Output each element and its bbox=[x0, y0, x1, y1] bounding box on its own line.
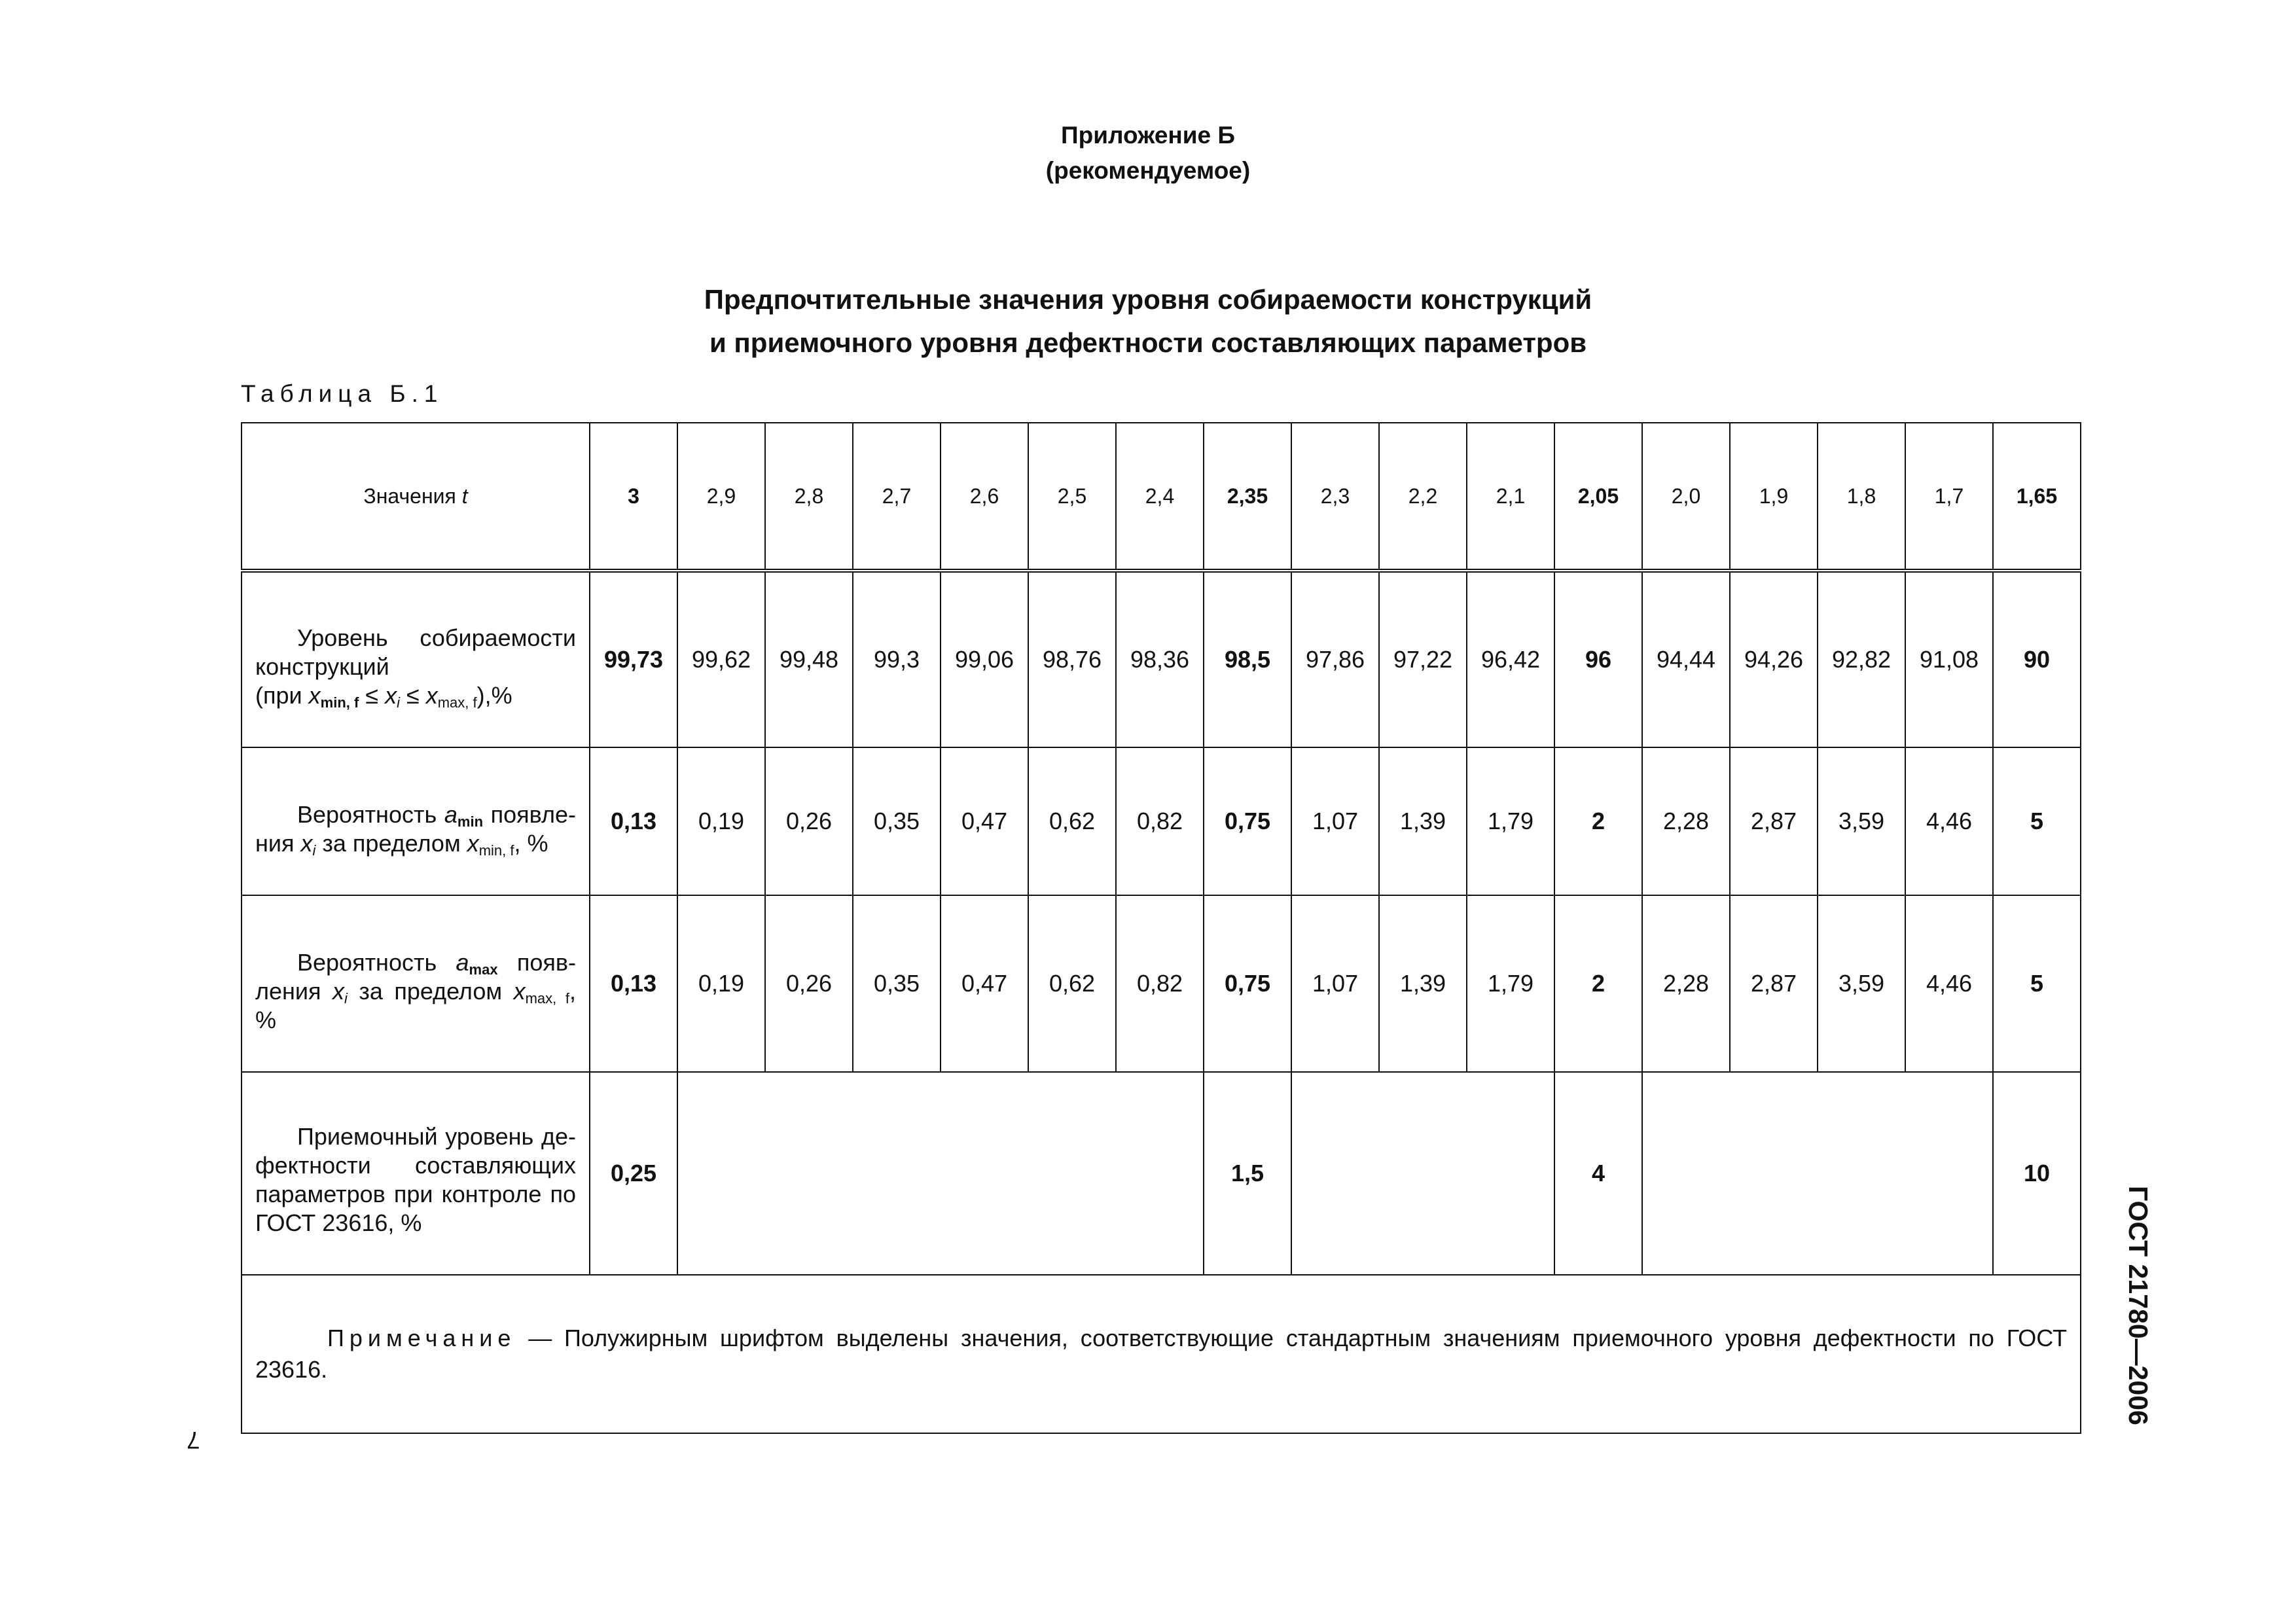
t-value-cell: 2,5 bbox=[1028, 423, 1116, 571]
row1-label-a: Уровень собираемости конструкций bbox=[255, 624, 576, 680]
probability-min-value-cell: 5 bbox=[1993, 747, 2081, 895]
probability-min-value-cell: 0,62 bbox=[1028, 747, 1116, 895]
probability-min-value-cell: 0,19 bbox=[677, 747, 765, 895]
assembly-level-value-cell: 99,06 bbox=[941, 571, 1028, 747]
row1-xi: x bbox=[385, 682, 397, 709]
assembly-level-value-cell: 98,36 bbox=[1116, 571, 1204, 747]
row1-label-end: ),% bbox=[476, 682, 512, 709]
row2-label-c: за пределом bbox=[322, 830, 461, 857]
header-label: Значения bbox=[363, 484, 456, 508]
probability-max-value-cell: 2,28 bbox=[1642, 895, 1730, 1072]
assembly-level-value-cell: 90 bbox=[1993, 571, 2081, 747]
merged-empty-cell bbox=[1642, 1072, 1993, 1275]
probability-max-value-cell: 4,46 bbox=[1905, 895, 1993, 1072]
assembly-level-value-cell: 92,82 bbox=[1818, 571, 1905, 747]
row2-x: x bbox=[467, 830, 479, 857]
annex-status: (рекомендуемое) bbox=[1045, 157, 1251, 184]
t-value-cell: 2,0 bbox=[1642, 423, 1730, 571]
probability-max-value-cell: 0,26 bbox=[765, 895, 853, 1072]
t-value-cell: 2,8 bbox=[765, 423, 853, 571]
row2-xi: x bbox=[300, 830, 313, 857]
row1-label-b: (при bbox=[255, 682, 302, 709]
t-value-cell: 2,9 bbox=[677, 423, 765, 571]
row-label-probability-min bbox=[242, 747, 590, 895]
page-number: 7 bbox=[187, 1427, 200, 1454]
probability-min-value-cell: 1,79 bbox=[1467, 747, 1554, 895]
row2-min: min bbox=[457, 813, 484, 830]
assembly-level-value-cell: 97,22 bbox=[1379, 571, 1467, 747]
row1-x2: x bbox=[425, 682, 438, 709]
row3-max-f: max, f bbox=[525, 990, 569, 1007]
probability-min-value-cell: 0,35 bbox=[853, 747, 941, 895]
t-value-cell: 2,2 bbox=[1379, 423, 1467, 571]
row1-max-f: max, f bbox=[437, 694, 477, 711]
row2-a: a bbox=[444, 801, 457, 828]
document-title bbox=[0, 278, 2296, 365]
acceptance-value-cell: 10 bbox=[1993, 1072, 2081, 1275]
probability-max-value-cell: 0,13 bbox=[590, 895, 677, 1072]
row2-i: i bbox=[312, 842, 316, 859]
assembly-level-value-cell: 99,73 bbox=[590, 571, 677, 747]
table-row-assembly-level bbox=[242, 571, 2081, 747]
probability-max-value-cell: 0,35 bbox=[853, 895, 941, 1072]
data-table bbox=[241, 422, 2081, 1434]
assembly-level-value-cell: 99,3 bbox=[853, 571, 941, 747]
probability-min-value-cell: 1,39 bbox=[1379, 747, 1467, 895]
acceptance-value-cell: 0,25 bbox=[590, 1072, 677, 1275]
t-value-cell: 2,6 bbox=[941, 423, 1028, 571]
probability-min-value-cell: 3,59 bbox=[1818, 747, 1905, 895]
row3-i: i bbox=[344, 990, 348, 1007]
t-value-cell: 3 bbox=[590, 423, 677, 571]
merged-empty-cell bbox=[1291, 1072, 1554, 1275]
probability-max-value-cell: 0,82 bbox=[1116, 895, 1204, 1072]
row3-max: max bbox=[469, 961, 498, 978]
table-row-acceptance-level bbox=[242, 1072, 2081, 1275]
probability-max-value-cell: 0,75 bbox=[1204, 895, 1291, 1072]
merged-empty-cell bbox=[677, 1072, 1204, 1275]
annex-heading bbox=[0, 118, 2296, 188]
probability-max-value-cell: 2,87 bbox=[1730, 895, 1818, 1072]
row1-le2: ≤ bbox=[399, 682, 426, 709]
acceptance-value-cell: 4 bbox=[1554, 1072, 1642, 1275]
row3-label-a: Вероятность bbox=[297, 949, 437, 976]
assembly-level-value-cell: 99,62 bbox=[677, 571, 765, 747]
assembly-level-value-cell: 97,86 bbox=[1291, 571, 1379, 747]
row-label-acceptance-level bbox=[242, 1072, 590, 1275]
annex-title: Приложение Б bbox=[1061, 122, 1235, 149]
t-value-cell: 2,05 bbox=[1554, 423, 1642, 571]
row3-x: x bbox=[513, 978, 526, 1005]
title-line-1: Предпочтительные значения уровня собираемости конструкций bbox=[704, 284, 1592, 315]
t-value-cell: 1,65 bbox=[1993, 423, 2081, 571]
row3-xi: x bbox=[332, 978, 344, 1005]
probability-min-value-cell: 0,47 bbox=[941, 747, 1028, 895]
assembly-level-value-cell: 98,5 bbox=[1204, 571, 1291, 747]
row3-label-c: за пределом bbox=[359, 978, 503, 1005]
row1-x: x bbox=[308, 682, 321, 709]
row2-label-end: , % bbox=[514, 830, 548, 857]
row-label-assembly-level bbox=[242, 571, 590, 747]
probability-min-value-cell: 0,13 bbox=[590, 747, 677, 895]
table-header-row bbox=[242, 423, 2081, 571]
row2-label-b: появле-ния bbox=[255, 801, 576, 857]
probability-min-value-cell: 2,87 bbox=[1730, 747, 1818, 895]
probability-max-value-cell: 1,39 bbox=[1379, 895, 1467, 1072]
probability-max-value-cell: 2 bbox=[1554, 895, 1642, 1072]
probability-max-value-cell: 0,47 bbox=[941, 895, 1028, 1072]
probability-max-value-cell: 5 bbox=[1993, 895, 2081, 1072]
table-note bbox=[242, 1275, 2081, 1433]
probability-max-value-cell: 0,62 bbox=[1028, 895, 1116, 1072]
assembly-level-value-cell: 98,76 bbox=[1028, 571, 1116, 747]
note-prefix: Примечание bbox=[327, 1325, 516, 1351]
row3-a: a bbox=[456, 949, 469, 976]
t-value-cell: 1,7 bbox=[1905, 423, 1993, 571]
acceptance-value-cell: 1,5 bbox=[1204, 1072, 1291, 1275]
table-row-probability-min bbox=[242, 747, 2081, 895]
assembly-level-value-cell: 99,48 bbox=[765, 571, 853, 747]
row2-label-a: Вероятность bbox=[297, 801, 437, 828]
t-value-cell: 1,8 bbox=[1818, 423, 1905, 571]
standard-code: ГОСТ 21780—2006 bbox=[2123, 1186, 2153, 1425]
t-value-cell: 2,35 bbox=[1204, 423, 1291, 571]
row1-le1: ≤ bbox=[359, 682, 386, 709]
probability-min-value-cell: 4,46 bbox=[1905, 747, 1993, 895]
assembly-level-value-cell: 94,44 bbox=[1642, 571, 1730, 747]
row-label-probability-max bbox=[242, 895, 590, 1072]
row1-min-f: min, f bbox=[320, 694, 359, 711]
assembly-level-value-cell: 94,26 bbox=[1730, 571, 1818, 747]
t-value-cell: 2,4 bbox=[1116, 423, 1204, 571]
table-label bbox=[241, 378, 444, 410]
row3-label-b: появ-ления bbox=[255, 949, 576, 1005]
assembly-level-value-cell: 91,08 bbox=[1905, 571, 1993, 747]
row1-i: i bbox=[397, 694, 400, 711]
t-value-cell: 2,3 bbox=[1291, 423, 1379, 571]
header-symbol: t bbox=[461, 484, 468, 508]
assembly-level-value-cell: 96,42 bbox=[1467, 571, 1554, 747]
probability-min-value-cell: 0,82 bbox=[1116, 747, 1204, 895]
probability-min-value-cell: 2 bbox=[1554, 747, 1642, 895]
table-note-row bbox=[242, 1275, 2081, 1433]
header-label-cell bbox=[242, 423, 590, 571]
probability-max-value-cell: 0,19 bbox=[677, 895, 765, 1072]
probability-min-value-cell: 0,26 bbox=[765, 747, 853, 895]
probability-min-value-cell: 2,28 bbox=[1642, 747, 1730, 895]
probability-min-value-cell: 1,07 bbox=[1291, 747, 1379, 895]
note-text: — Полужирным шрифтом выделены значения, соответствующие стандартным значениям приемочного уровня дефектности по ГОСТ 23616. bbox=[255, 1325, 2067, 1383]
title-line-2: и приемочного уровня дефектности составляющих параметров bbox=[709, 327, 1587, 358]
t-value-cell: 2,7 bbox=[853, 423, 941, 571]
row2-min-f: min, f bbox=[478, 842, 514, 859]
probability-max-value-cell: 1,79 bbox=[1467, 895, 1554, 1072]
assembly-level-value-cell: 96 bbox=[1554, 571, 1642, 747]
row3-label-end: , % bbox=[255, 978, 576, 1033]
probability-max-value-cell: 1,07 bbox=[1291, 895, 1379, 1072]
probability-min-value-cell: 0,75 bbox=[1204, 747, 1291, 895]
t-value-cell: 1,9 bbox=[1730, 423, 1818, 571]
table-row-probability-max bbox=[242, 895, 2081, 1072]
row4-label: Приемочный уровень де-фектности составляющих параметров при контроле по ГОСТ 23616, % bbox=[255, 1123, 576, 1236]
probability-max-value-cell: 3,59 bbox=[1818, 895, 1905, 1072]
table-label-text: Таблица Б.1 bbox=[241, 380, 444, 407]
t-value-cell: 2,1 bbox=[1467, 423, 1554, 571]
